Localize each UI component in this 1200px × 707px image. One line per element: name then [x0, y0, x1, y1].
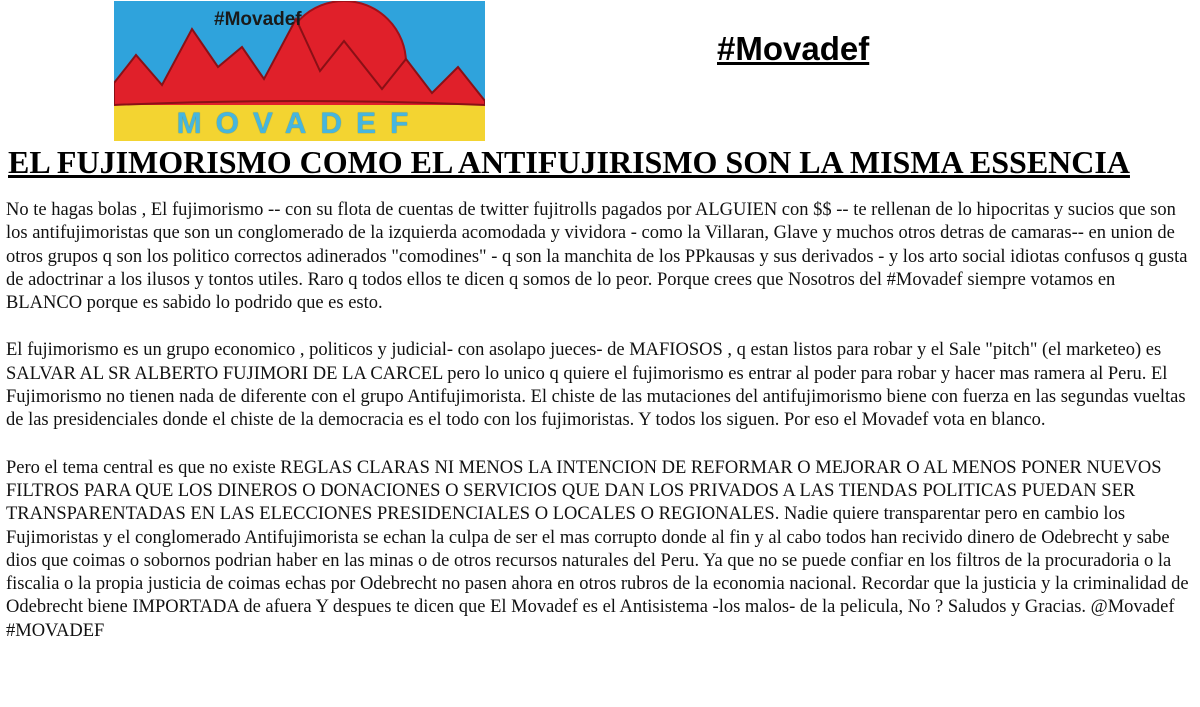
paragraph-1: No te hagas bolas , El fujimorismo -- con su flota de cuentas de twitter fujitrolls pagados por ALGUIEN con $$ -- te rellenan de lo hipocritas y sucios que son los antifujimoristas que son un conglomerado de la izquierda acomodada y vividora - como la Villaran, Glave y muchos otros detras de camaras-- en union de otros grupos q son los politico correctos adinerados "comodines" - q son la manchita de los PPkausas y sus derivados - y los arto social idiotas confusos q gusta de adoctrinar a los ilusos y tontos utiles. Raro q todos ellos te dicen q somos de lo peor. Porque crees que Nosotros del #Movadef siempre votamos en BLANCO porque es sabido lo podrido que es esto.	[6, 200, 1188, 314]
header-hashtag: #Movadef	[717, 30, 870, 67]
movadef-logo	[114, 1, 485, 141]
page-title: EL FUJIMORISMO COMO EL ANTIFUJIRISMO SON LA MISMA ESSENCIA	[8, 144, 1130, 180]
logo-hashtag: #Movadef	[214, 9, 302, 30]
article-body	[6, 199, 1194, 667]
paragraph-2: El fujimorismo es un grupo economico , politicos y judicial- con asolapo jueces- de MAFIOSOS , q estan listos para robar y el Sale "pitch" (el marketeo) es SALVAR AL SR ALBERTO FUJIMORI DE LA CARCEL pero lo unico q quiere el fujimorismo es entrar al poder para robar y hacer mas ramera al Peru. El Fujimorismo no tienen nada de diferente con el grupo Antifujimorista. El chiste de las mutaciones del antifujimorismo biene con fuerza en las segundas vueltas de las presidenciales donde el chiste de la democracia es el todo con los fujimoristas. Y todos los siguen. Por eso el Movadef vota en blanco.	[6, 340, 1186, 431]
paragraph-3: Pero el tema central es que no existe REGLAS CLARAS NI MENOS LA INTENCION DE REFORMAR O MEJORAR O AL MENOS PONER NUEVOS FILTROS PARA QUE LOS DINEROS O DONACIONES O SERVICIOS QUE DAN LOS PRIVADOS A LAS TIENDAS POLITICAS PUEDAN SER TRANSPARENTADAS EN LAS ELECCIONES PRESIDENCIALES O LOCALES O REGIONALES. Nadie quiere transparentar pero en cambio los Fujimoristas y el conglomerado Antifujimorista se echan la culpa de ser el mas corrupto donde al fin y al cabo todos han recivido dinero de Odebrecht y sabe dios que coimas o sobornos podrian haber en las minas o de otros recursos naturales del Peru. Ya que no se puede confiar en los filtros de la procuradoria o la fiscalia o la propia justicia de coimas echas por Odebrecht no pasen ahora en otros rubros de la economia nacional. Recordar que la justicia y la criminalidad de Odebrecht biene IMPORTADA de afuera Y despues te dicen que El Movadef es el Antisistema -los malos- de la pelicula, No ? Saludos y Gracias. @Movadef #MOVADEF	[6, 457, 1189, 641]
logo-wordmark: MOVADEF	[176, 107, 423, 140]
